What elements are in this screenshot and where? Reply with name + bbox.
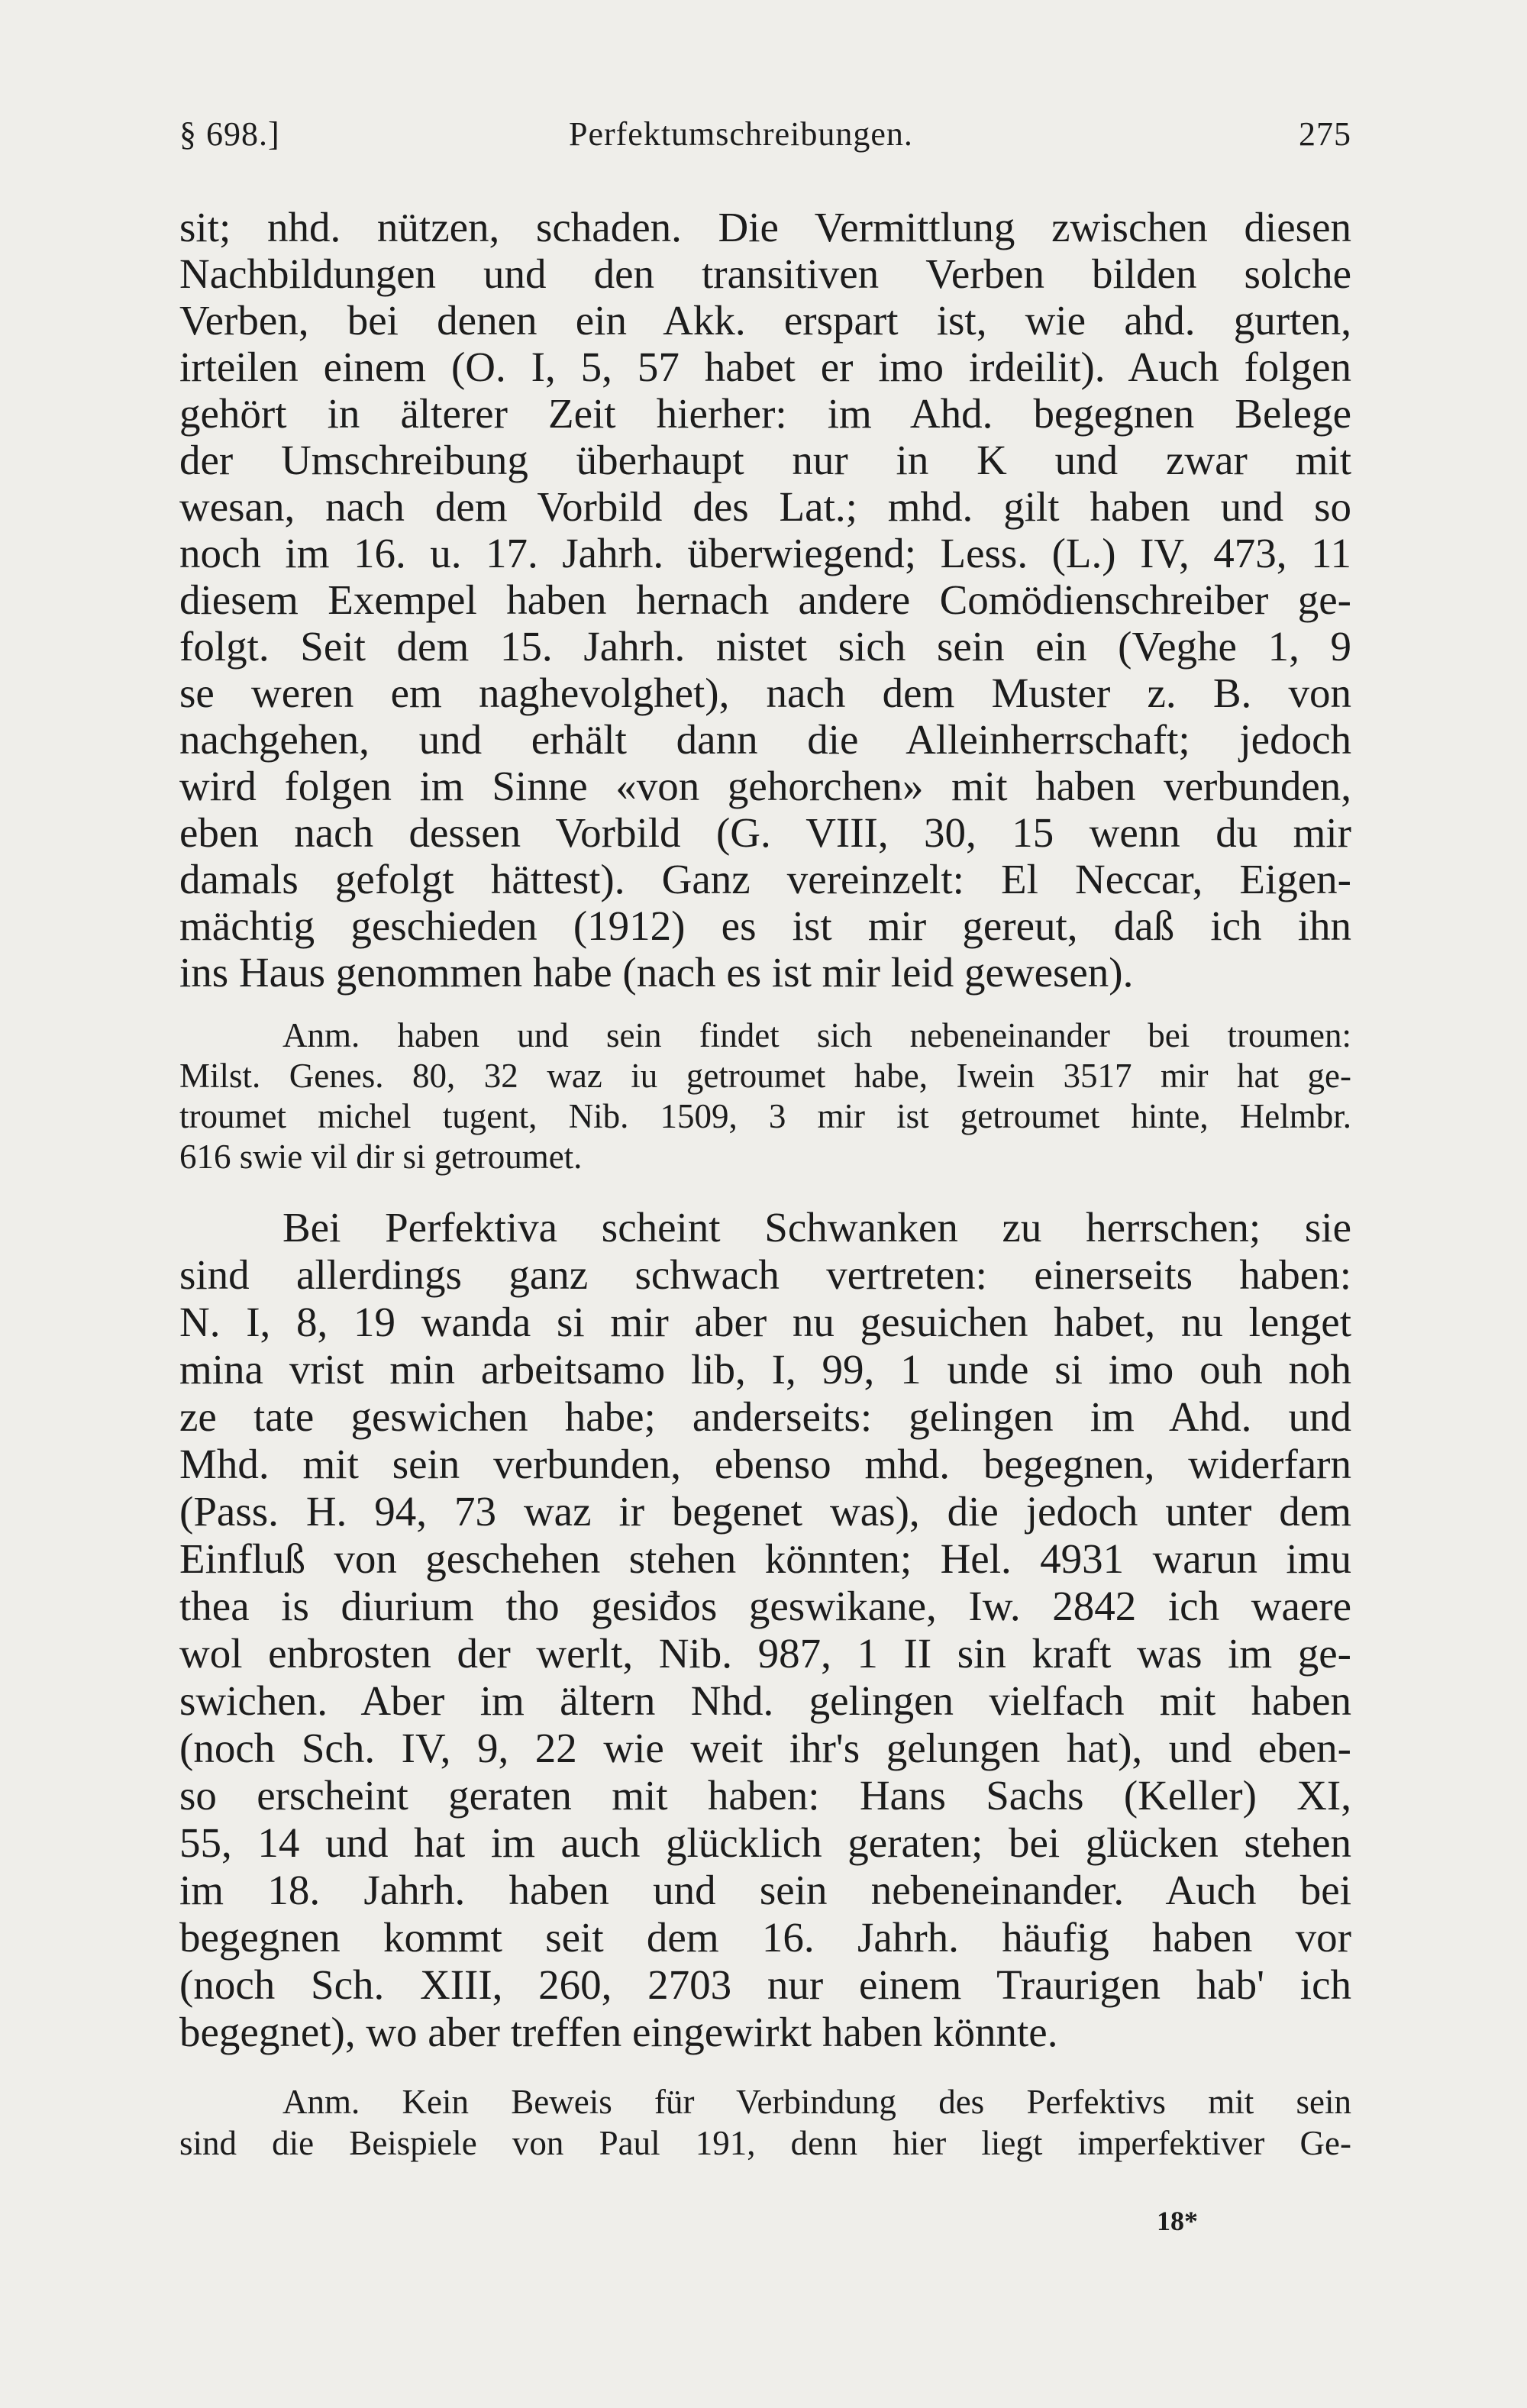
text-line: Einfluß von geschehen stehen könnten; Hel. 4931 warun imu: [179, 1535, 1351, 1582]
text-line: Verben, bei denen ein Akk. erspart ist, wie ahd. gurten,: [179, 297, 1351, 344]
note-line: sind die Beispiele von Paul 191, denn hier liegt imperfektiver Ge-: [179, 2124, 1351, 2162]
text-line: damals gefolgt hättest). Ganz vereinzelt: El Neccar, Eigen-: [179, 856, 1351, 902]
text-line: eben nach dessen Vorbild (G. VIII, 30, 15 wenn du mir: [179, 809, 1351, 856]
running-header: [179, 115, 1351, 160]
note-line: Anm. Kein Beweis für Verbindung des Perfektivs mit sein: [282, 2083, 1351, 2121]
text-line: wesan, nach dem Vorbild des Lat.; mhd. gilt haben und so: [179, 483, 1351, 530]
text-line: (Pass. H. 94, 73 waz ir begenet was), die jedoch unter dem: [179, 1488, 1351, 1535]
text-line: diesem Exempel haben hernach andere Comödienschreiber ge-: [179, 576, 1351, 623]
text-line: der Umschreibung überhaupt nur in K und zwar mit: [179, 437, 1351, 483]
page-number: 275: [1299, 115, 1351, 153]
note-line: troumet michel tugent, Nib. 1509, 3 mir ist getroumet hinte, Helmbr.: [179, 1097, 1351, 1135]
text-line: Bei Perfektiva scheint Schwanken zu herrschen; sie: [282, 1204, 1351, 1251]
text-line: mächtig geschieden (1912) es ist mir gereut, daß ich ihn: [179, 902, 1351, 949]
text-line: mina vrist min arbeitsamo lib, I, 99, 1 unde si imo ouh noh: [179, 1346, 1351, 1393]
text-line: N. I, 8, 19 wanda si mir aber nu gesuichen habet, nu lenget: [179, 1299, 1351, 1345]
text-line: nachgehen, und erhält dann die Alleinherrschaft; jedoch: [179, 716, 1351, 763]
text-line: swichen. Aber im ältern Nhd. gelingen vielfach mit haben: [179, 1677, 1351, 1724]
text-line: se weren em naghevolghet), nach dem Muster z. B. von: [179, 670, 1351, 716]
text-line: folgt. Seit dem 15. Jahrh. nistet sich sein ein (Veghe 1, 9: [179, 623, 1351, 670]
text-line: so erscheint geraten mit haben: Hans Sachs (Keller) XI,: [179, 1772, 1351, 1819]
text-line: thea is diurium tho gesiđos geswikane, Iw. 2842 ich waere: [179, 1583, 1351, 1629]
text-line: wol enbrosten der werlt, Nib. 987, 1 II sin kraft was im ge-: [179, 1630, 1351, 1677]
text-line: ins Haus genommen habe (nach es ist mir leid gewesen).: [179, 949, 1134, 996]
note-line: 616 swie vil dir si getroumet.: [179, 1138, 583, 1176]
text-line: Nachbildungen und den transitiven Verben bilden solche: [179, 250, 1351, 297]
section-reference: § 698.]: [179, 115, 280, 153]
signature-mark: 18*: [1157, 2206, 1198, 2236]
text-line: Mhd. mit sein verbunden, ebenso mhd. begegnen, widerfarn: [179, 1441, 1351, 1487]
text-line: im 18. Jahrh. haben und sein nebeneinander. Auch bei: [179, 1867, 1351, 1913]
text-line: gehört in älterer Zeit hierher: im Ahd. begegnen Belege: [179, 390, 1351, 437]
text-line: (noch Sch. XIII, 260, 2703 nur einem Traurigen hab' ich: [179, 1961, 1351, 2008]
text-line: begegnen kommt seit dem 16. Jahrh. häufig haben vor: [179, 1914, 1351, 1961]
note-line: Milst. Genes. 80, 32 waz iu getroumet habe, Iwein 3517 mir hat ge-: [179, 1057, 1351, 1095]
text-line: (noch Sch. IV, 9, 22 wie weit ihr's gelungen hat), und eben-: [179, 1725, 1351, 1771]
text-line: ze tate geswichen habe; anderseits: gelingen im Ahd. und: [179, 1393, 1351, 1440]
text-line: begegnet), wo aber treffen eingewirkt haben könnte.: [179, 2009, 1058, 2055]
text-line: sind allerdings ganz schwach vertreten: einerseits haben:: [179, 1251, 1351, 1298]
note-line: Anm. haben und sein findet sich nebeneinander bei troumen:: [282, 1016, 1351, 1054]
text-line: irteilen einem (O. I, 5, 57 habet er imo irdeilit). Auch folgen: [179, 344, 1351, 390]
text-line: 55, 14 und hat im auch glücklich geraten; bei glücken stehen: [179, 1819, 1351, 1866]
text-line: noch im 16. u. 17. Jahrh. überwiegend; Less. (L.) IV, 473, 11: [179, 530, 1351, 576]
text-line: sit; nhd. nützen, schaden. Die Vermittlung zwischen diesen: [179, 204, 1351, 250]
running-title: Perfektumschreibungen.: [569, 115, 913, 153]
text-line: wird folgen im Sinne «von gehorchen» mit haben verbunden,: [179, 763, 1351, 809]
